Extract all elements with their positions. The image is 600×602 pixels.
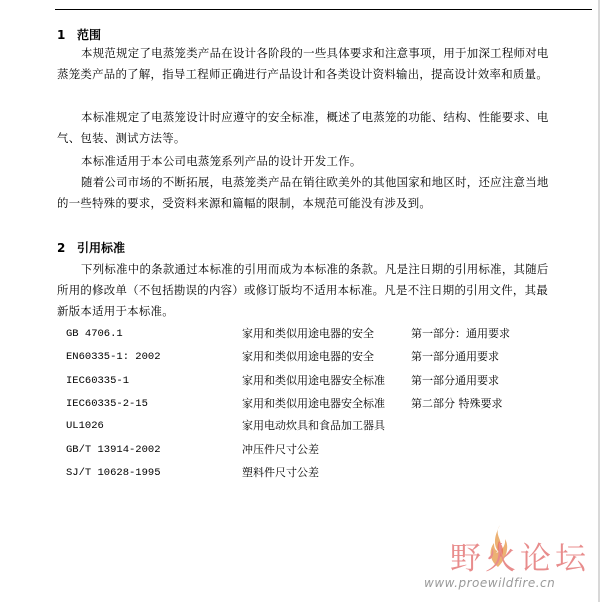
- standard-code: SJ/T 10628-1995: [66, 467, 161, 479]
- standard-code: GB/T 13914-2002: [66, 444, 161, 456]
- watermark-title: 野火论坛: [450, 541, 590, 577]
- section-1-title: 范围: [77, 28, 102, 42]
- standard-title: 家用和类似用途电器安全标准: [242, 374, 385, 387]
- standard-code: GB 4706.1: [66, 328, 123, 340]
- standard-title: 家用和类似用途电器安全标准: [242, 397, 385, 410]
- standard-title: 冲压件尺寸公差: [242, 443, 319, 456]
- watermark-url: www.proewildfire.cn: [424, 576, 556, 590]
- section-1-paragraph-4: 随着公司市场的不断拓展，电蒸笼类产品在销往欧美外的其他国家和地区时，还应注意当地的一些特殊的要求，受资料来源和篇幅的限制，本规范可能没有涉及到。: [57, 175, 549, 210]
- standard-code: IEC60335-1: [66, 375, 130, 387]
- standard-title: 家用和类似用途电器的安全: [242, 327, 374, 340]
- standard-part: 第一部分：通用要求: [411, 327, 510, 340]
- section-1-heading: [57, 26, 101, 43]
- standard-part: 第一部分通用要求: [411, 374, 499, 387]
- standard-code: EN60335-1: 2002: [66, 351, 161, 363]
- section-1-paragraph-1: 本规范规定了电蒸笼类产品在设计各阶段的一些具体要求和注意事项，用于加深工程师对电蒸笼类产品的了解，指导工程师正确进行产品设计和各类设计资料输出，提高设计效率和质量。: [57, 46, 549, 81]
- section-1-number: 1: [57, 28, 66, 42]
- section-2-intro: 下列标准中的条款通过本标准的引用而成为本标准的条款。凡是注日期的引用标准，其随后所用的修改单（不包括勘误的内容）或修订版均不适用本标准。凡是不注日期的引用文件，其最新版本适用于本标准。: [57, 262, 549, 318]
- standard-code: UL1026: [66, 420, 104, 432]
- section-2-heading: [57, 239, 125, 256]
- section-2-number: 2: [57, 241, 66, 255]
- standard-title: 塑料件尺寸公差: [242, 466, 319, 479]
- standard-title: 家用电动炊具和食品加工器具: [242, 419, 385, 432]
- standard-part: 第二部分 特殊要求: [411, 397, 503, 410]
- standard-title: 家用和类似用途电器的安全: [242, 350, 374, 363]
- section-1-paragraph-3: 本标准适用于本公司电蒸笼系列产品的设计开发工作。: [81, 154, 362, 168]
- standard-code: IEC60335-2-15: [66, 398, 148, 410]
- section-1-paragraph-2: 本标准规定了电蒸笼设计时应遵守的安全标准，概述了电蒸笼的功能、结构、性能要求、电气、包装、测试方法等。: [57, 110, 549, 145]
- section-2-title: 引用标准: [77, 241, 126, 255]
- header-rule: [55, 9, 592, 10]
- standard-part: 第一部分通用要求: [411, 350, 499, 363]
- forum-watermark: [420, 523, 590, 598]
